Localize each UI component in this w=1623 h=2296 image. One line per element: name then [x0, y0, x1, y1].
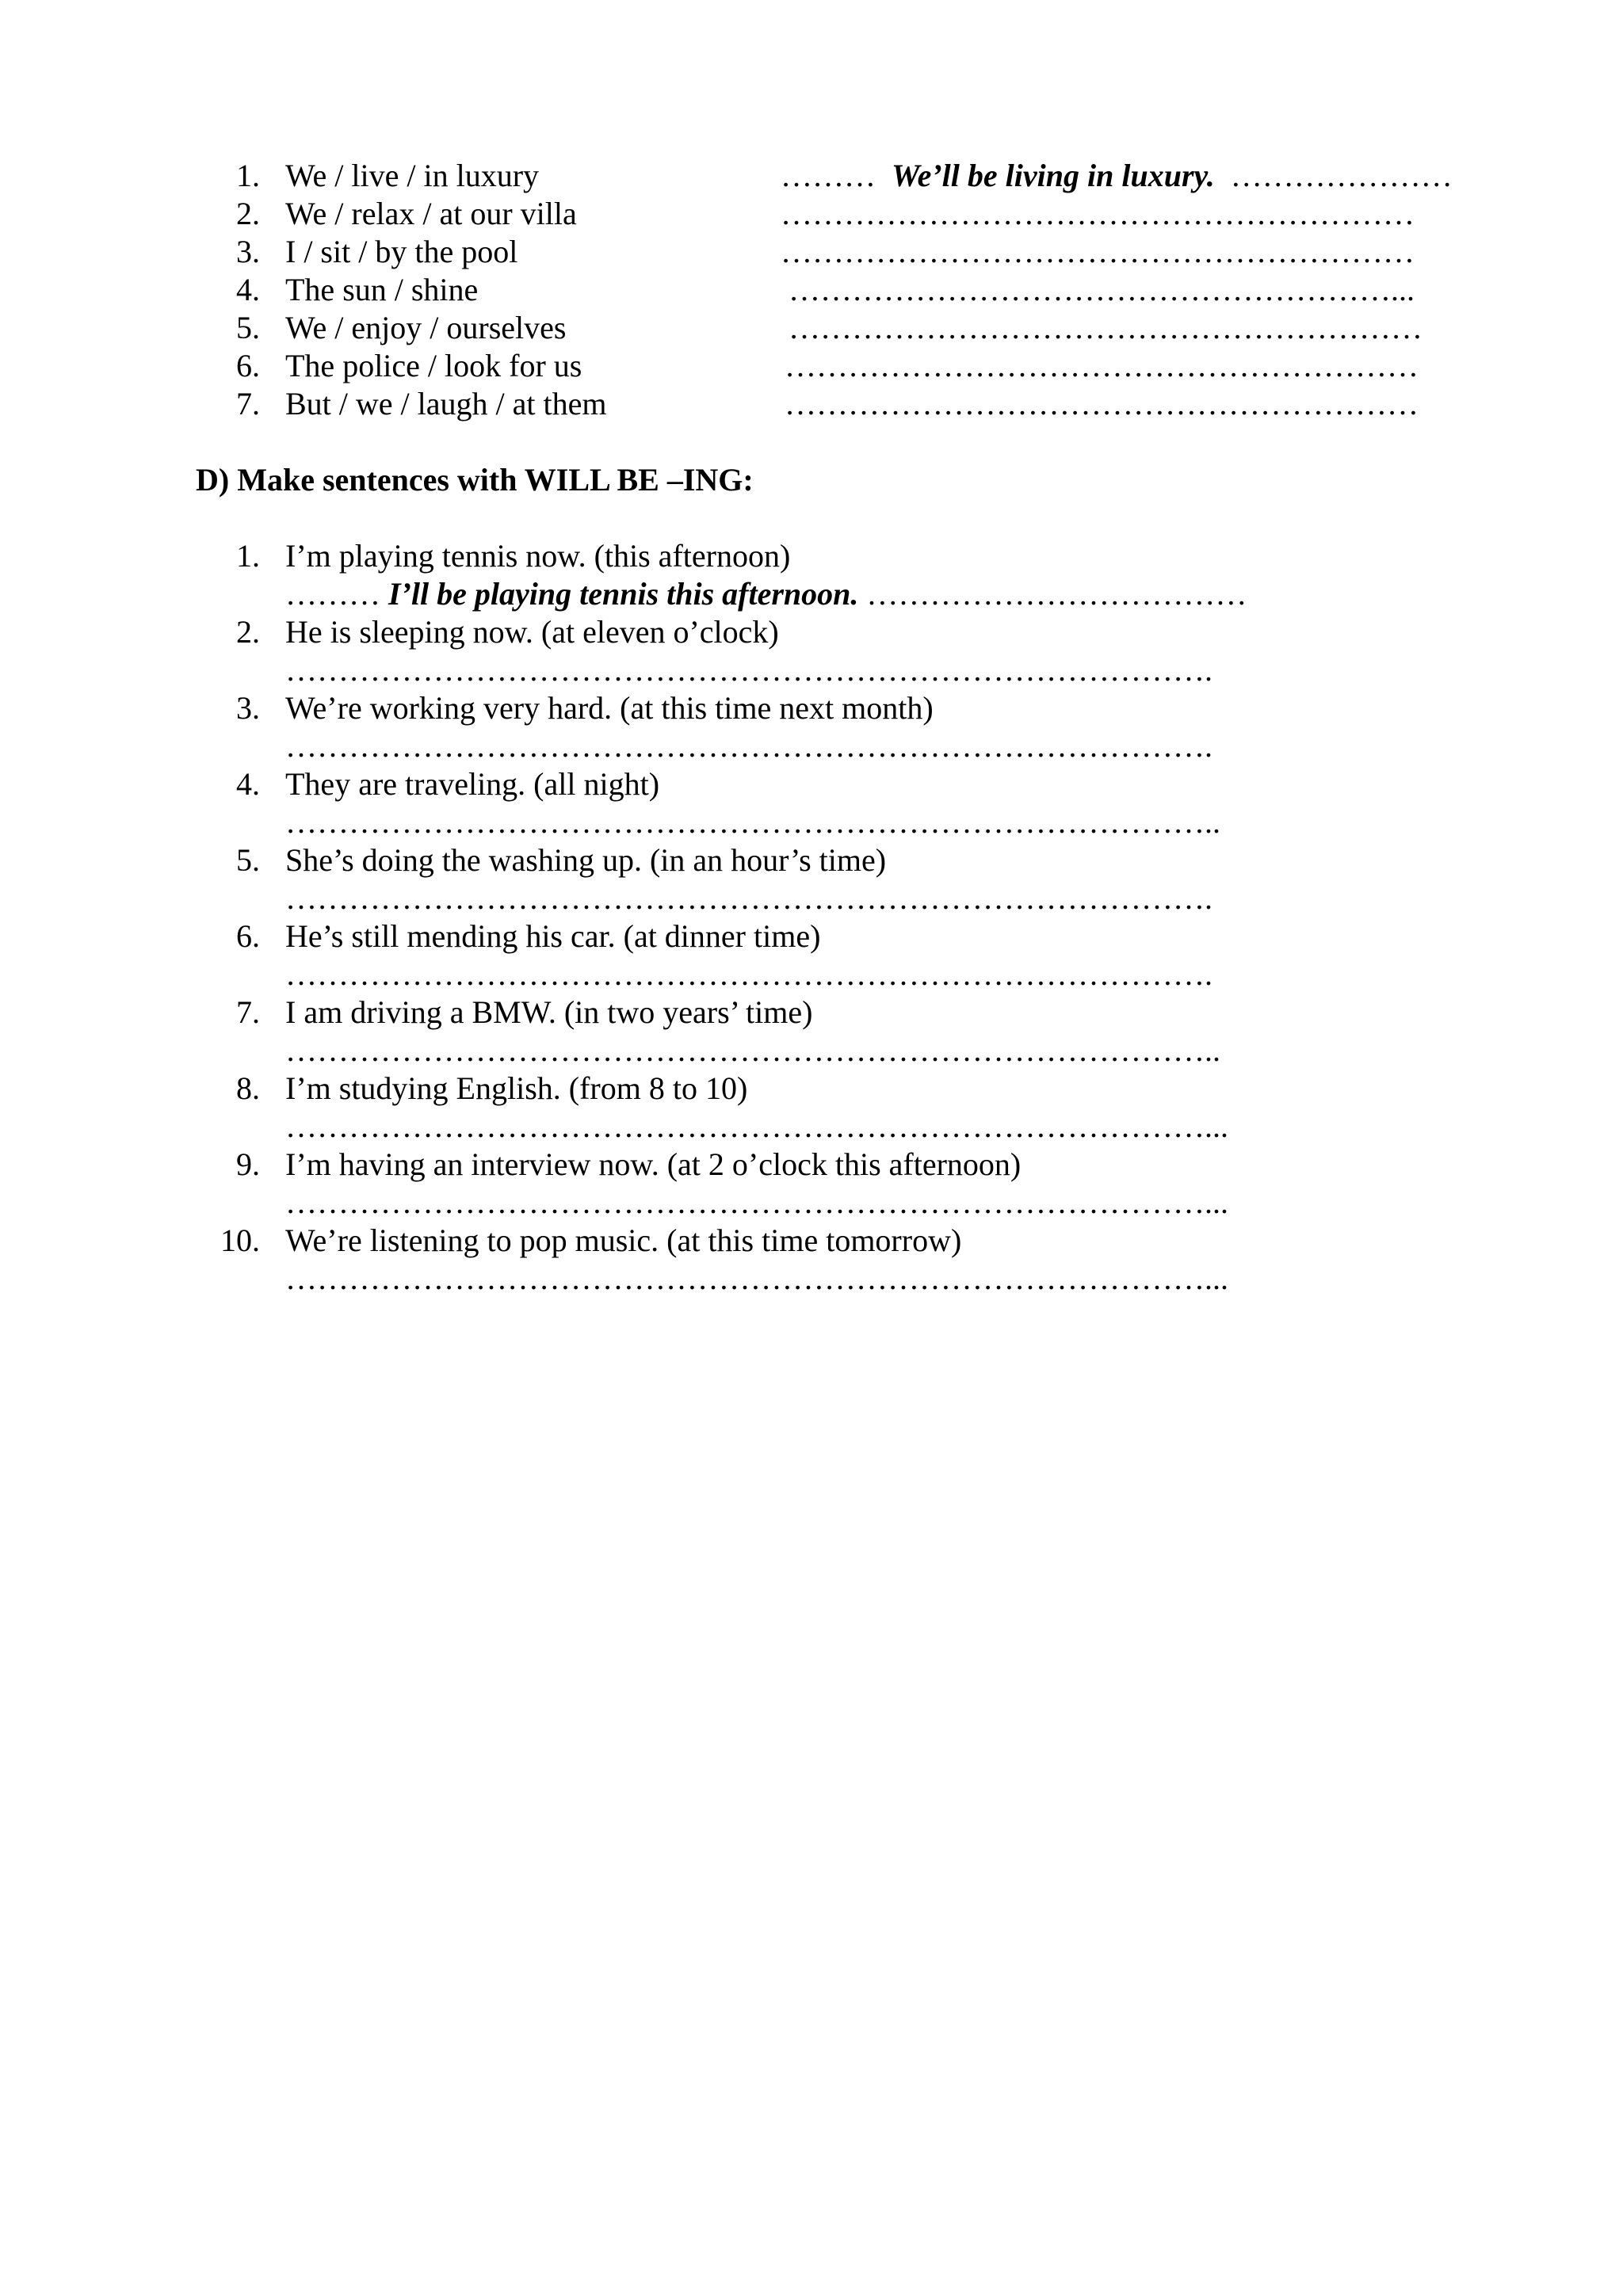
answer-example — [781, 157, 1453, 195]
item-prompt: We’re working very hard. (at this time next month) — [285, 690, 934, 726]
answer-tail-dots: ……………………………… — [866, 576, 1247, 612]
item-prompt: He is sleeping now. (at eleven o’clock) — [285, 614, 779, 650]
answer-line: ……………………………………………………………………………... — [285, 1184, 1228, 1220]
item-prompt: We / enjoy / ourselves — [285, 310, 567, 345]
item-prompt: I am driving a BMW. (in two years’ time) — [285, 994, 813, 1030]
item-prompt: The police / look for us — [285, 348, 582, 383]
answer-line: …………………………………………………… — [781, 234, 1415, 269]
item-number: 5. — [236, 842, 260, 878]
answer-line: …………………………………………………… — [789, 310, 1423, 345]
answer-line: …………………………………………………… — [785, 348, 1419, 383]
answer-line: ……………………………………………………………………………... — [285, 1108, 1228, 1144]
item-number: 6. — [236, 348, 260, 383]
item-prompt: We / relax / at our villa — [285, 196, 577, 231]
answer-line: …………………………………………………………………………….. — [285, 804, 1220, 840]
item-number: 5. — [236, 310, 260, 345]
answer-line: …………………………………………………………………………….. — [285, 1032, 1220, 1068]
item-prompt: But / we / laugh / at them — [285, 386, 607, 421]
item-number: 3. — [236, 690, 260, 726]
item-prompt: The sun / shine — [285, 272, 479, 307]
answer-text: We’ll be living in luxury. — [892, 158, 1215, 193]
item-number: 4. — [236, 766, 260, 802]
answer-line: …………………………………………………... — [789, 272, 1415, 307]
answer-line: …………………………………………………… — [785, 386, 1419, 421]
section-heading: D) Make sentences with WILL BE –ING: — [196, 462, 754, 498]
answer-line: …………………………………………………… — [781, 196, 1415, 231]
item-prompt: I / sit / by the pool — [285, 234, 518, 269]
item-number: 6. — [236, 918, 260, 954]
item-number: 7. — [236, 386, 260, 421]
answer-line: ……………………………………………………………………………. — [285, 880, 1212, 916]
item-number: 2. — [236, 196, 260, 231]
item-prompt: I’m studying English. (from 8 to 10) — [285, 1070, 748, 1106]
item-number: 9. — [236, 1146, 260, 1182]
item-prompt: We’re listening to pop music. (at this time tomorrow) — [285, 1222, 962, 1258]
item-prompt: I’m playing tennis now. (this afternoon) — [285, 538, 791, 574]
item-number: 8. — [236, 1070, 260, 1106]
answer-lead-dots: ……… — [285, 576, 380, 612]
answer-tail-dots: ………………… — [1230, 158, 1453, 193]
item-number: 1. — [236, 158, 260, 193]
answer-line: ……………………………………………………………………………. — [285, 728, 1212, 764]
item-number: 4. — [236, 272, 260, 307]
item-number: 3. — [236, 234, 260, 269]
answer-line: ……………………………………………………………………………. — [285, 956, 1212, 992]
item-number: 1. — [236, 538, 260, 574]
answer-lead-dots: ……… — [781, 158, 876, 193]
answer-line: ……………………………………………………………………………. — [285, 652, 1212, 688]
item-number: 2. — [236, 614, 260, 650]
item-prompt: She’s doing the washing up. (in an hour’s time) — [285, 842, 887, 878]
item-prompt: He’s still mending his car. (at dinner time) — [285, 918, 821, 954]
item-number: 7. — [236, 994, 260, 1030]
item-number: 10. — [220, 1222, 260, 1258]
item-prompt: I’m having an interview now. (at 2 o’clock this afternoon) — [285, 1146, 1022, 1182]
answer-line: ……………………………………………………………………………... — [285, 1261, 1228, 1296]
item-prompt: They are traveling. (all night) — [285, 766, 660, 802]
item-prompt: We / live / in luxury — [285, 158, 540, 193]
answer-example — [285, 575, 1247, 613]
answer-text: I’ll be playing tennis this afternoon. — [388, 576, 859, 612]
